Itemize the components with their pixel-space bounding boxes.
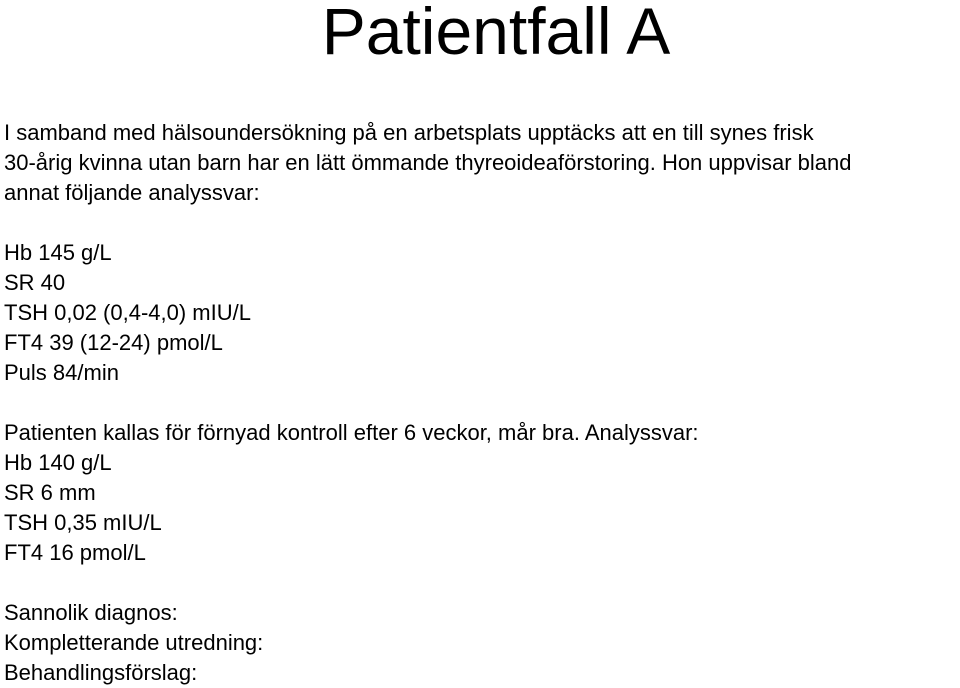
questions-list xyxy=(4,598,960,688)
intro-line: 30-årig kvinna utan barn har en lätt ömmande thyreoideaförstoring. Hon uppvisar bland xyxy=(4,150,852,175)
result-sr: SR 40 xyxy=(4,270,66,295)
followup-intro: Patienten kallas för förnyad kontroll efter 6 veckor, mår bra. Analyssvar: xyxy=(4,420,699,445)
second-results-list xyxy=(4,448,960,568)
spacer xyxy=(4,568,960,598)
result-puls: Puls 84/min xyxy=(4,360,119,385)
result-ft4: FT4 39 (12-24) pmol/L xyxy=(4,330,223,355)
result-hb: Hb 140 g/L xyxy=(4,450,112,475)
intro-paragraph xyxy=(4,118,960,208)
spacer xyxy=(4,208,960,238)
result-tsh: TSH 0,35 mIU/L xyxy=(4,510,162,535)
case-text xyxy=(4,118,960,688)
result-tsh: TSH 0,02 (0,4-4,0) mIU/L xyxy=(4,300,251,325)
result-ft4: FT4 16 pmol/L xyxy=(4,540,146,565)
question-diagnosis: Sannolik diagnos: xyxy=(4,600,178,625)
spacer xyxy=(4,388,960,418)
first-results-list xyxy=(4,238,960,388)
question-investigation: Kompletterande utredning: xyxy=(4,630,264,655)
question-treatment: Behandlingsförslag: xyxy=(4,660,198,685)
intro-line: annat följande analyssvar: xyxy=(4,180,260,205)
result-sr: SR 6 mm xyxy=(4,480,96,505)
result-hb: Hb 145 g/L xyxy=(4,240,112,265)
page-title: Patientfall A xyxy=(321,0,671,68)
intro-line: I samband med hälsoundersökning på en arbetsplats upptäcks att en till synes frisk xyxy=(4,120,814,145)
